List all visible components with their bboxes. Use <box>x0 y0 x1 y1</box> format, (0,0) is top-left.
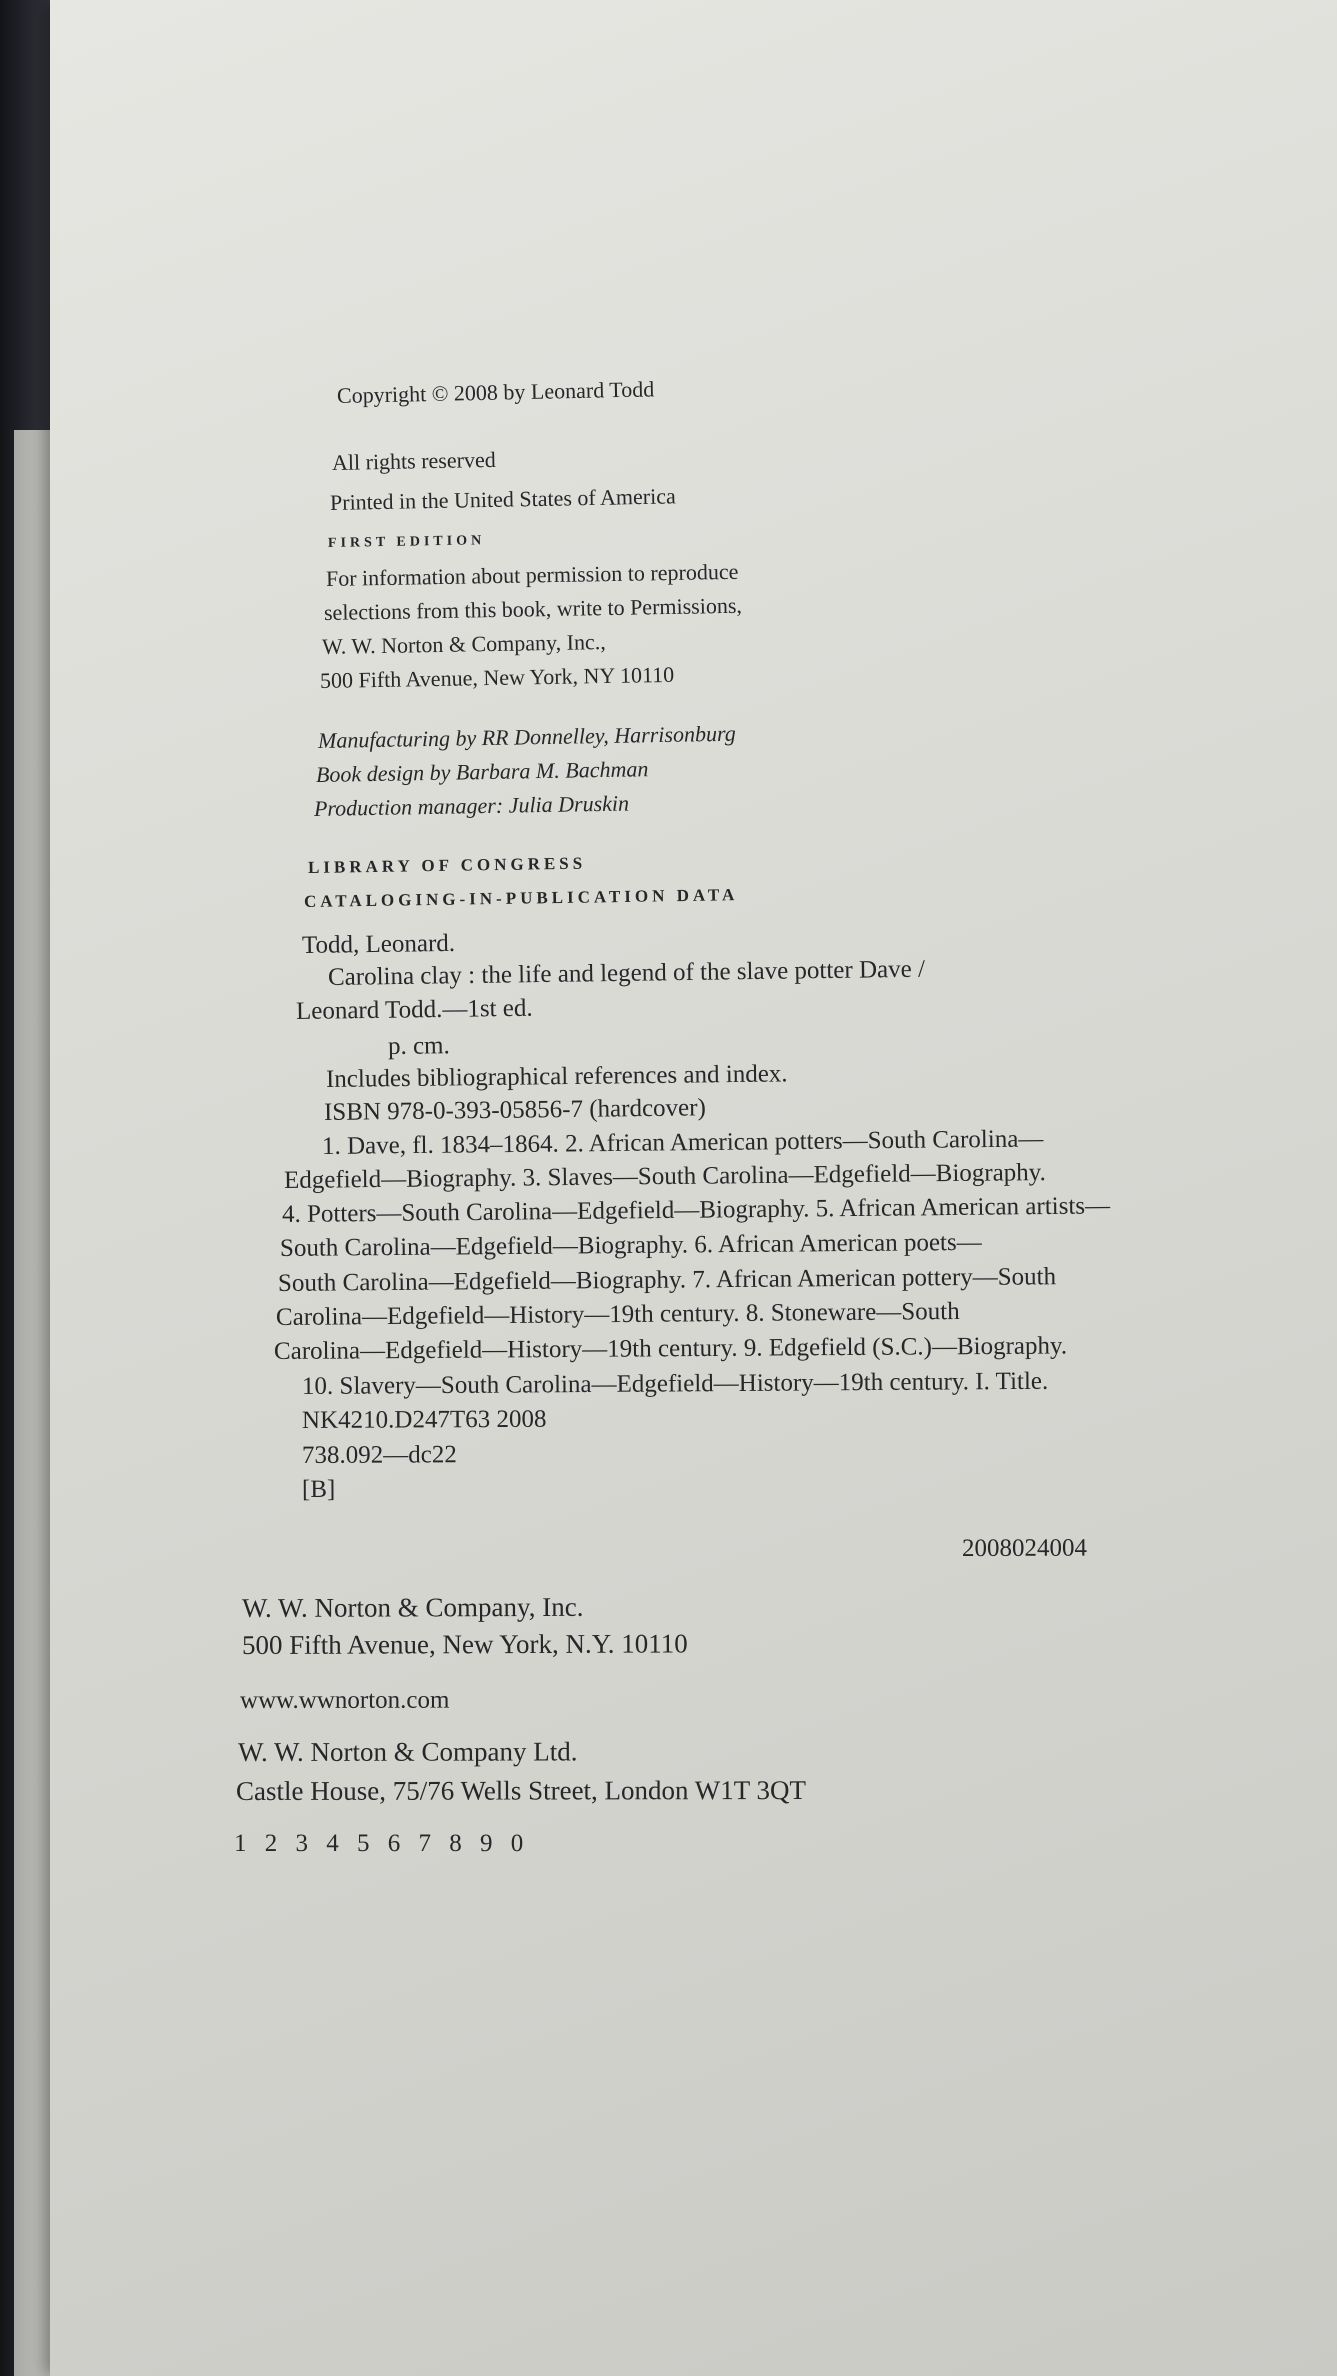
cip-line-subject-2: Edgefield—Biography. 3. Slaves—South Carolina—Edgefield—Biography. <box>283 1159 1047 1194</box>
cip-line-subject-6: Carolina—Edgefield—History—19th century. 8. Stoneware—South <box>275 1298 960 1331</box>
credits-line-1: Manufacturing by RR Donnelley, Harrisonburg <box>317 720 736 753</box>
publisher-uk-name: W. W. Norton & Company Ltd. <box>237 1736 578 1767</box>
cip-line-call-number: NK4210.D247T63 2008 <box>301 1405 547 1434</box>
edition-line: FIRST EDITION <box>327 533 486 551</box>
permissions-line-2: selections from this book, write to Permissions, <box>323 592 743 625</box>
printing-line: 1 2 3 4 5 6 7 8 9 0 <box>234 1830 530 1857</box>
copyright-page <box>50 0 1337 2376</box>
cip-line-subject-1: 1. Dave, fl. 1834–1864. 2. African American potters—South Carolina— <box>321 1125 1044 1160</box>
publisher-website: www.wwnorton.com <box>239 1686 450 1714</box>
cip-line-subject-7: Carolina—Edgefield—History—19th century. 9. Edgefield (S.C.)—Biography. <box>273 1332 1068 1365</box>
permissions-line-3: W. W. Norton & Company, Inc., <box>321 629 606 659</box>
cip-line-subject-8: 10. Slavery—South Carolina—Edgefield—History—19th century. I. Title. <box>301 1367 1049 1400</box>
cip-line-includes: Includes bibliographical references and index. <box>325 1060 788 1093</box>
cip-line-statement: Leonard Todd.—1st ed. <box>295 994 533 1025</box>
cip-line-subject-4: South Carolina—Edgefield—Biography. 6. African American poets— <box>279 1228 982 1262</box>
printed-line: Printed in the United States of America <box>329 483 676 515</box>
cip-line-format: [B] <box>301 1475 336 1503</box>
cip-line-subject-3: 4. Potters—South Carolina—Edgefield—Biography. 5. African American artists— <box>281 1192 1111 1228</box>
cip-line-subject-5: South Carolina—Edgefield—Biography. 7. African American pottery—South <box>277 1263 1057 1297</box>
cip-header-2: CATALOGING-IN-PUBLICATION DATA <box>303 885 739 911</box>
credits-line-2: Book design by Barbara M. Bachman <box>315 756 649 787</box>
permissions-line-4: 500 Fifth Avenue, New York, NY 10110 <box>319 661 675 693</box>
rights-line: All rights reserved <box>331 446 496 475</box>
credits-line-3: Production manager: Julia Druskin <box>313 790 630 821</box>
cip-line-isbn: ISBN 978-0-393-05856-7 (hardcover) <box>323 1094 706 1126</box>
lccn-number: 2008024004 <box>961 1534 1088 1562</box>
cip-line-author: Todd, Leonard. <box>301 929 456 959</box>
cip-line-dewey: 738.092—dc22 <box>301 1441 457 1469</box>
publisher-us-name: W. W. Norton & Company, Inc. <box>241 1591 584 1623</box>
permissions-line-1: For information about permission to reproduce <box>325 558 739 591</box>
copyright-line: Copyright © 2008 by Leonard Todd <box>336 376 655 408</box>
cip-line-pcm: p. cm. <box>387 1032 450 1060</box>
publisher-us-address: 500 Fifth Avenue, New York, N.Y. 10110 <box>241 1628 688 1660</box>
publisher-uk-address: Castle House, 75/76 Wells Street, London W1T 3QT <box>235 1775 807 1806</box>
cip-line-title: Carolina clay : the life and legend of the slave potter Dave / <box>327 955 926 991</box>
cip-header-1: LIBRARY OF CONGRESS <box>307 853 587 877</box>
